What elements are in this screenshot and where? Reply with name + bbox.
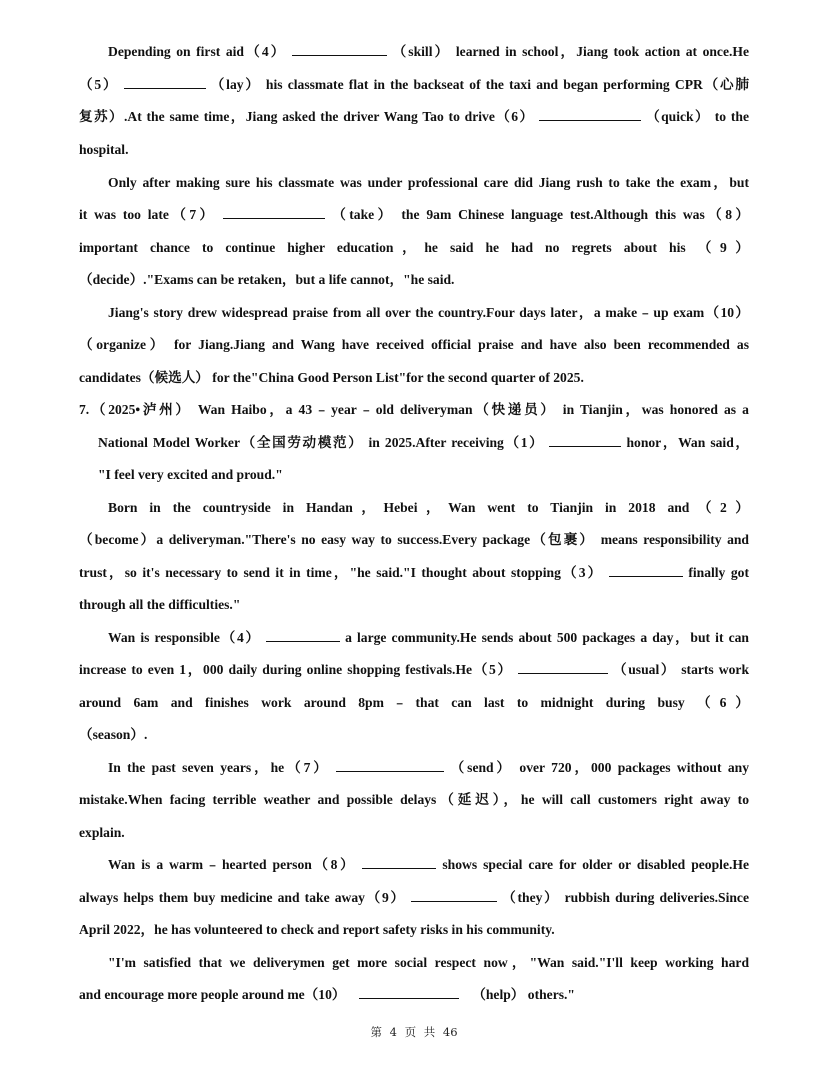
page-footer: 第 4 页 共 46 [370,1025,458,1039]
answer-blank-4b[interactable] [266,629,340,642]
text-line: mistake.When facing terrible weather and possible delays（延迟），he will call customers right away to [79,792,749,807]
line-text: National Model Worker（全国劳动模范） in 2025.After receiving（1） [98,435,545,450]
text-line [79,563,749,583]
answer-blank-3[interactable] [609,564,683,577]
line-text: 复苏）.At the same time，Jiang asked the driver Wang Tao to drive（6） [79,109,535,124]
line-text: shows special care for older or disabled people.He [442,857,749,872]
text-line [108,628,749,648]
text-line: （decide）."Exams can be retaken，but a life cannot，"he said. [79,272,455,287]
text-line [108,42,749,62]
text-line: candidates（候选人） for the"China Good Person List"for the second quarter of 2025. [79,370,584,385]
line-text: （they） rubbish during deliveries.Since [502,890,749,905]
text-line: （season）. [79,727,148,742]
line-text: （lay） his classmate flat in the backseat of the taxi and began performing CPR（心肺 [210,77,749,92]
text-line [108,758,749,778]
text-line: （become）a deliveryman."There's no easy way to success.Every package（包裹） means responsibility and [79,532,749,547]
text-line [79,888,749,908]
answer-blank-5[interactable] [124,76,206,89]
line-text: trust，so it's necessary to send it in time，"he said."I thought about stopping（3） [79,565,604,580]
answer-blank-1[interactable] [549,434,621,447]
text-line: "I'm satisfied that we deliverymen get more social respect now，"Wan said."I'll keep working hard [108,955,749,970]
answer-blank-7[interactable] [223,206,325,219]
text-line: hospital. [79,142,129,157]
text-line [79,75,749,95]
line-text: （quick） to the [646,109,750,124]
line-text: honor，Wan said， [626,435,749,450]
line-text: it was too late（7） [79,207,217,222]
text-line: Born in the countryside in Handan，Hebei，Wan went to Tianjin in 2018 and（2） [108,500,749,515]
question-heading [79,400,749,420]
line-text: always helps them buy medicine and take away（9） [79,890,406,905]
line-text: （5） [79,77,119,92]
text-line: through all the difficulties." [79,597,241,612]
line-text: increase to even 1，000 daily during online shopping festivals.He（5） [79,662,513,677]
text-line: "I feel very excited and proud." [98,467,283,482]
text-line: around 6am and finishes work around 8pm﹣that can last to midnight during busy （6） [79,695,749,710]
line-text: In the past seven years，he（7） [108,760,330,775]
answer-blank-8b[interactable] [362,856,436,869]
text-line [79,985,749,1005]
line-text: （take） the 9am Chinese language test.Although this was（8） [332,207,749,222]
line-text: Depending on first aid（4） [108,44,287,59]
text-line: （organize） for Jiang.Jiang and Wang have received official praise and have also been recommended as [79,337,749,352]
answer-blank-5b[interactable] [518,661,608,674]
text-line: explain. [79,825,125,840]
answer-blank-10b[interactable] [359,986,459,999]
text-line [79,107,749,127]
text-line [98,433,749,453]
line-text: （skill） learned in school，Jiang took action at once.He [392,44,750,59]
line-text: and encourage more people around me（10） [79,987,346,1002]
text-line [108,855,749,875]
line-text: （help） others." [472,987,575,1002]
text-line [79,660,749,680]
line-text: （usual） starts work [612,662,750,677]
line-text: a large community.He sends about 500 packages a day，but it can [345,630,749,645]
answer-blank-7b[interactable] [336,759,444,772]
text-line: April 2022，he has volunteered to check and report safety risks in his community. [79,922,555,937]
text-line: important chance to continue higher education，he said he had no regrets about his （9） [79,240,749,255]
answer-blank-9b[interactable] [411,889,497,902]
answer-blank-6[interactable] [539,108,641,121]
text-line: Jiang's story drew widespread praise from all over the country.Four days later，a make﹣up exam（10） [108,305,749,320]
line-text: Wan is responsible（4） [108,630,261,645]
answer-blank-4[interactable] [292,43,387,56]
line-text: Wan is a warm﹣hearted person（8） [108,857,357,872]
text-line: Only after making sure his classmate was under professional care did Jiang rush to take the exam，but [108,175,749,190]
line-text: Wan Haibo，a 43﹣year﹣old deliveryman（快递员） in Tianjin，was honored as a [197,402,749,417]
line-text: （send） over 720，000 packages without any [450,760,749,775]
line-text: finally got [688,565,749,580]
text-line [79,205,749,225]
question-number: 7.（2025•泸州） [79,402,192,417]
